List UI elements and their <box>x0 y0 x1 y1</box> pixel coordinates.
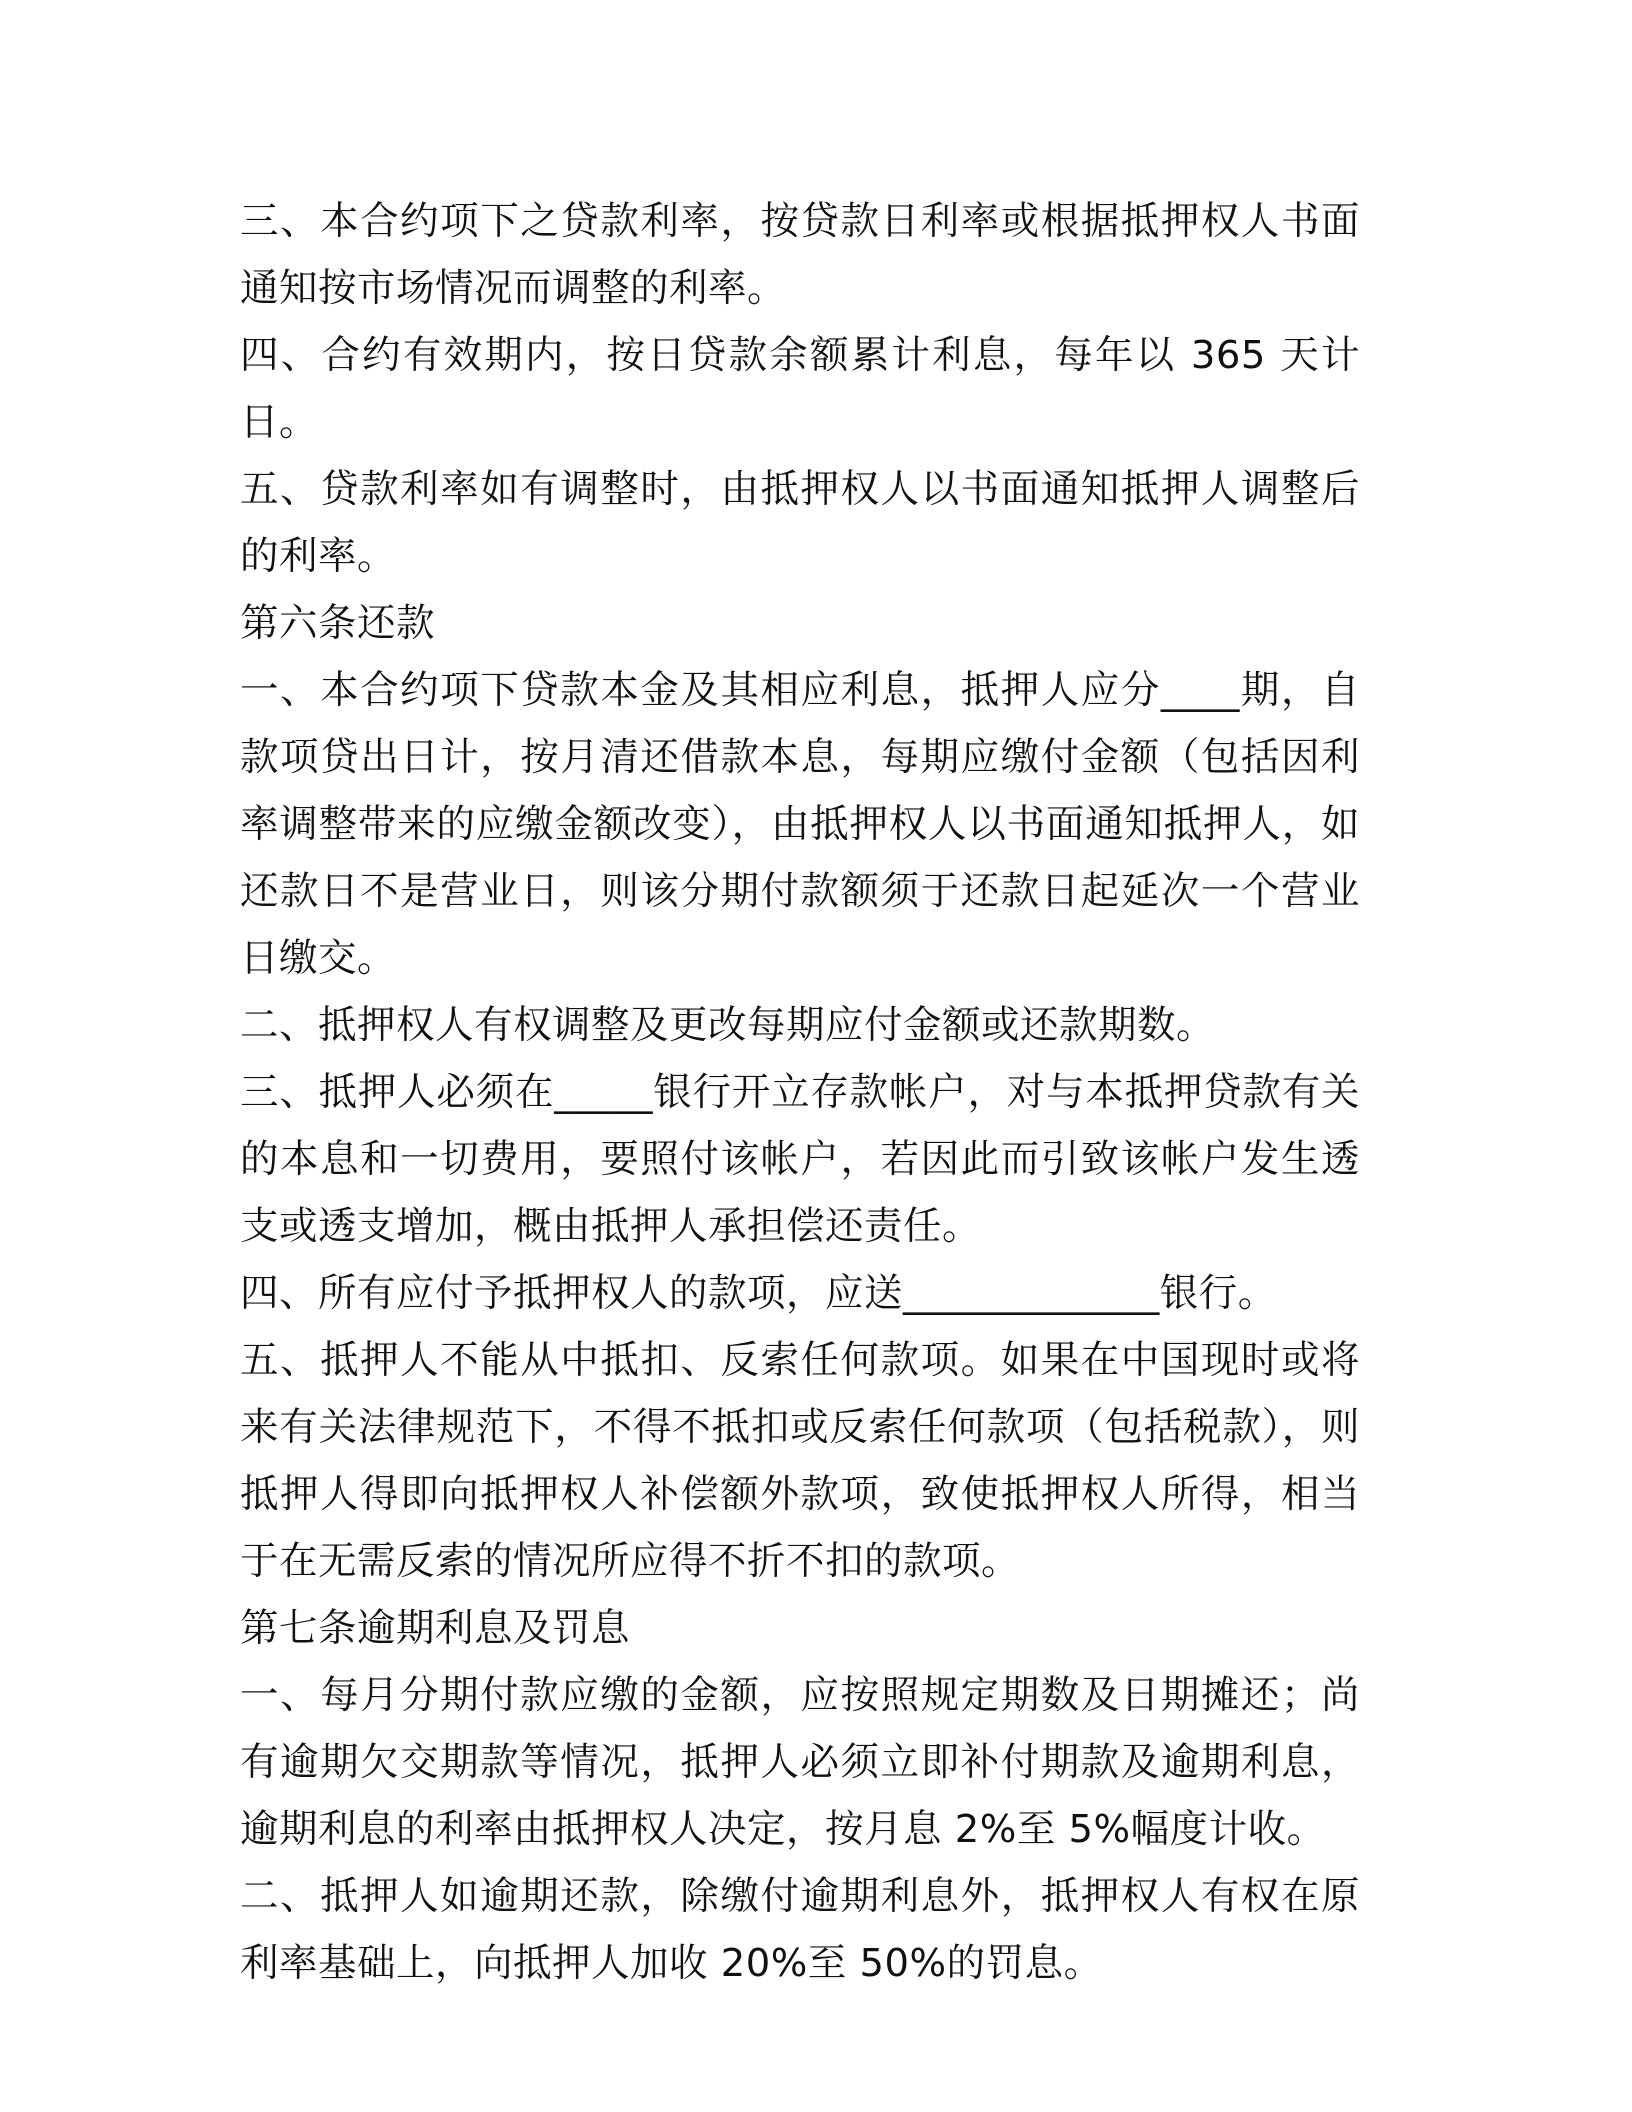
paragraph-article-7-item-2: 二、抵押人如逾期还款，除缴付逾期利息外，抵押权人有权在原利率基础上，向抵押人加收 20%至 50%的罚息。 <box>240 1874 1360 1986</box>
paragraph-clause-3-interest-rate: 三、本合约项下之贷款利率，按贷款日利率或根据抵押权人书面通知按市场情况而调整的利率。 <box>240 199 1360 311</box>
paragraph-article-6-item-5: 五、抵押人不能从中抵扣、反索任何款项。如果在中国现时或将来有关法律规范下，不得不抵扣或反索任何款项（包括税款），则抵押人得即向抵押权人补偿额外款项，致使抵押权人所得，相当于在无需反索的情况所应得不折不扣的款项。 <box>240 1338 1360 1584</box>
paragraph-article-6-item-2: 二、抵押权人有权调整及更改每期应付金额或还款期数。 <box>240 1003 1216 1048</box>
paragraph-article-6-item-3: 三、抵押人必须在_____银行开立存款帐户，对与本抵押贷款有关的本息和一切费用，要照付该帐户，若因此而引致该帐户发生透支或透支增加，概由抵押人承担偿还责任。 <box>240 1070 1360 1249</box>
document-body <box>240 188 1360 1997</box>
paragraph-article-6-item-4: 四、所有应付予抵押权人的款项，应送_____________银行。 <box>240 1271 1277 1316</box>
paragraph-article-7-item-1: 一、每月分期付款应缴的金额，应按照规定期数及日期摊还；尚有逾期欠交期款等情况，抵押人必须立即补付期款及逾期利息，逾期利息的利率由抵押权人决定，按月息 2%至 5%幅度计收。 <box>240 1673 1360 1852</box>
paragraph-clause-4-interest-calculation: 四、合约有效期内，按日贷款余额累计利息，每年以 365 天计日。 <box>240 333 1360 445</box>
paragraph-clause-5-rate-adjustment: 五、贷款利率如有调整时，由抵押权人以书面通知抵押人调整后的利率。 <box>240 467 1360 579</box>
section-heading-article-6: 第六条还款 <box>240 601 436 646</box>
section-heading-article-7: 第七条逾期利息及罚息 <box>240 1606 631 1651</box>
paragraph-article-6-item-1: 一、本合约项下贷款本金及其相应利息，抵押人应分____期，自款项贷出日计，按月清还借款本息，每期应缴付金额（包括因利率调整带来的应缴金额改变），由抵押权人以书面通知抵押人，如还款日不是营业日，则该分期付款额须于还款日起延次一个营业日缴交。 <box>240 668 1360 981</box>
